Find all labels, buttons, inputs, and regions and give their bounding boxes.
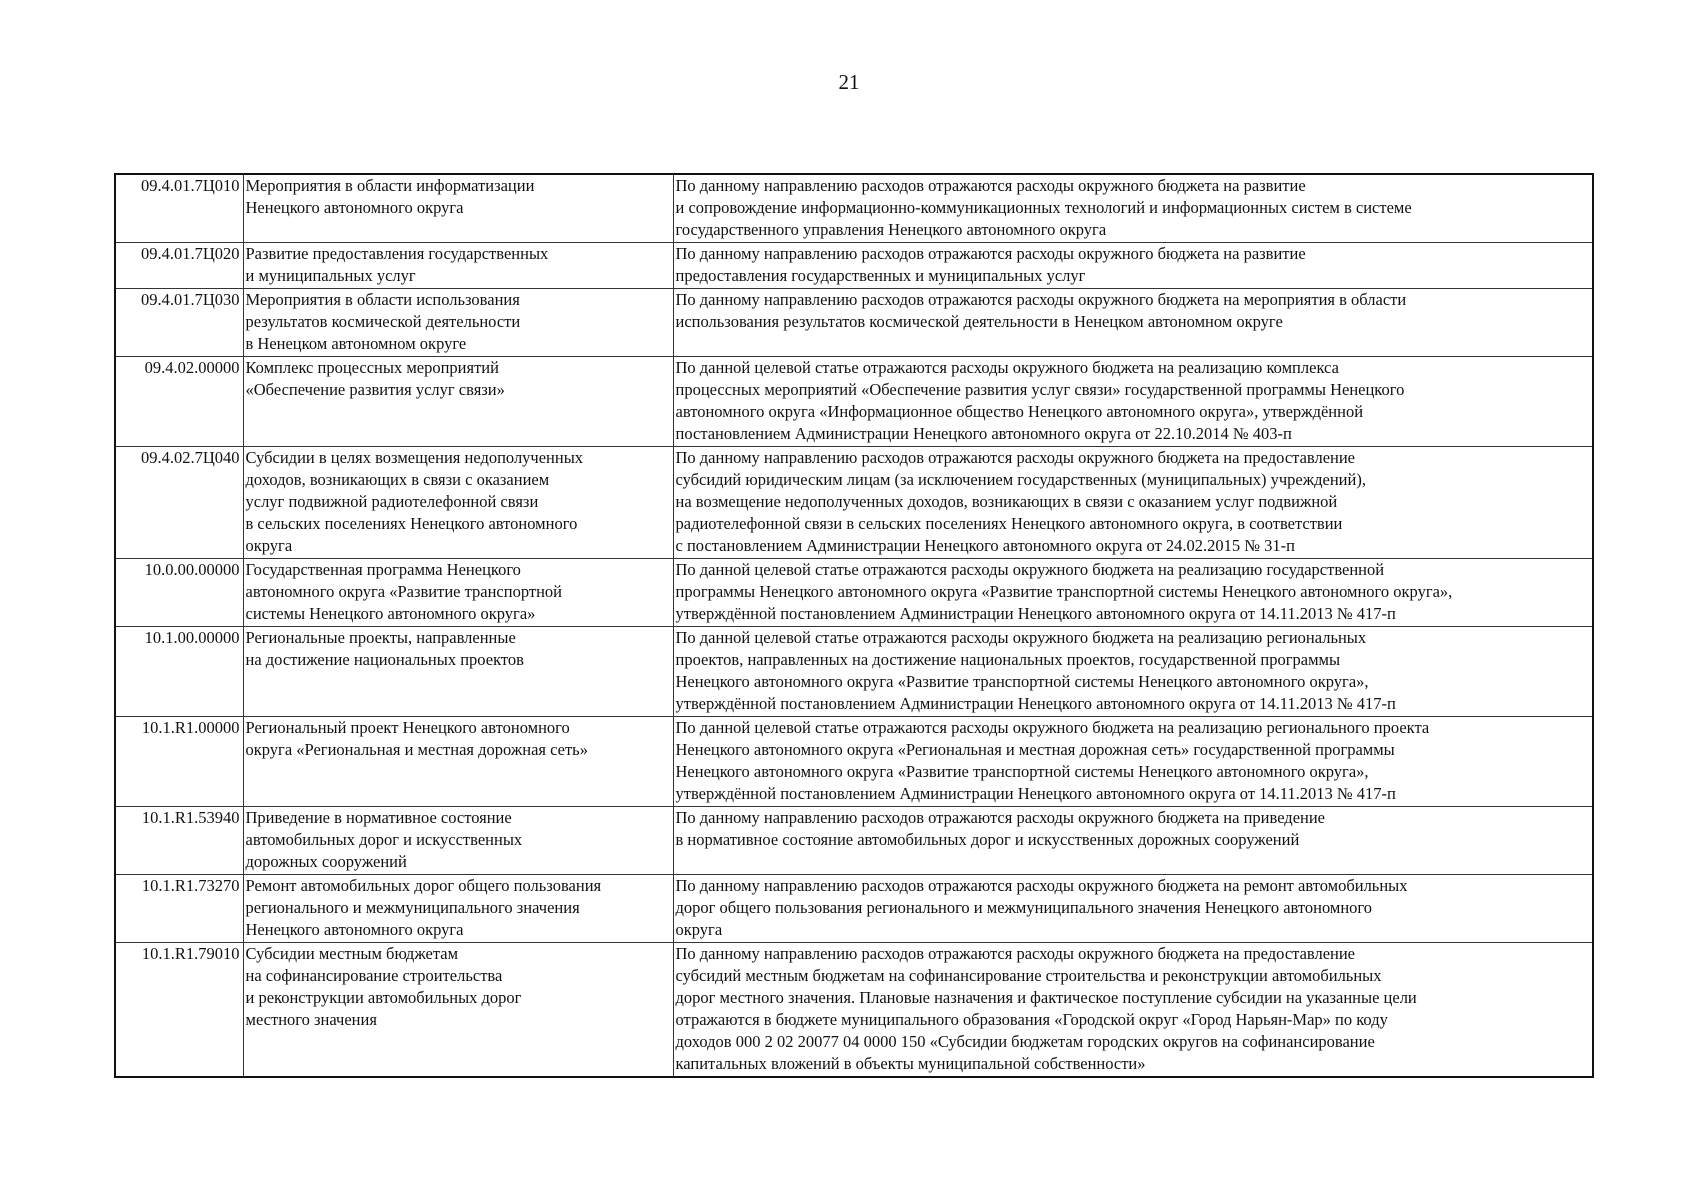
target-article-description: По данному направлению расходов отражаются расходы окружного бюджета на предоставление субсидий юридическим лицам (за исключением государственных (муниципальных) учреждений), на возмещение недополученных доходов, возникающих в связи с оказанием услуг подвижной радиотелефонной связи в сельских поселениях Ненецкого автономного округа, в соответствии с постановлением Администрации Ненецкого автономного округа от 24.02.2015 № 31-п [673, 447, 1593, 559]
target-article-name: Приведение в нормативное состояние автомобильных дорог и искусственных дорожных сооружений [243, 807, 673, 875]
target-article-name: Развитие предоставления государственных и муниципальных услуг [243, 243, 673, 289]
target-article-description: По данной целевой статье отражаются расходы окружного бюджета на реализацию комплекса процессных мероприятий «Обеспечение развития услуг связи» государственной программы Ненецкого автономного округа «Информационное общество Ненецкого автономного округа», утверждённой постановлением Администрации Ненецкого автономного округа от 22.10.2014 № 403-п [673, 357, 1593, 447]
target-article-description: По данному направлению расходов отражаются расходы окружного бюджета на мероприятия в области использования результатов космической деятельности в Ненецком автономном округе [673, 289, 1593, 357]
target-article-name: Комплекс процессных мероприятий «Обеспечение развития услуг связи» [243, 357, 673, 447]
target-article-name: Мероприятия в области использования результатов космической деятельности в Ненецком автономном округе [243, 289, 673, 357]
table-row [115, 807, 1593, 875]
target-article-description: По данному направлению расходов отражаются расходы окружного бюджета на ремонт автомобильных дорог общего пользования регионального и межмуниципального значения Ненецкого автономного округа [673, 875, 1593, 943]
target-article-description: По данному направлению расходов отражаются расходы окружного бюджета на развитие предоставления государственных и муниципальных услуг [673, 243, 1593, 289]
target-article-name: Субсидии в целях возмещения недополученных доходов, возникающих в связи с оказанием услуг подвижной радиотелефонной связи в сельских поселениях Ненецкого автономного округа [243, 447, 673, 559]
target-article-code: 10.1.R1.79010 [115, 943, 243, 1078]
target-article-name: Ремонт автомобильных дорог общего пользования регионального и межмуниципального значения Ненецкого автономного округа [243, 875, 673, 943]
target-article-code: 09.4.02.00000 [115, 357, 243, 447]
target-article-code: 10.1.R1.73270 [115, 875, 243, 943]
target-article-code: 09.4.01.7Ц020 [115, 243, 243, 289]
target-article-name: Государственная программа Ненецкого автономного округа «Развитие транспортной системы Ненецкого автономного округа» [243, 559, 673, 627]
target-article-description: По данной целевой статье отражаются расходы окружного бюджета на реализацию государственной программы Ненецкого автономного округа «Развитие транспортной системы Ненецкого автономного округа», утверждённой постановлением Администрации Ненецкого автономного округа от 14.11.2013 № 417-п [673, 559, 1593, 627]
target-article-description: По данному направлению расходов отражаются расходы окружного бюджета на развитие и сопровождение информационно-коммуникационных технологий и информационных систем в системе государственного управления Ненецкого автономного округа [673, 174, 1593, 243]
target-article-code: 09.4.02.7Ц040 [115, 447, 243, 559]
target-article-code: 09.4.01.7Ц010 [115, 174, 243, 243]
target-article-name: Субсидии местным бюджетам на софинансирование строительства и реконструкции автомобильных дорог местного значения [243, 943, 673, 1078]
target-article-code: 10.0.00.00000 [115, 559, 243, 627]
target-article-name: Региональные проекты, направленные на достижение национальных проектов [243, 627, 673, 717]
table-row [115, 289, 1593, 357]
table-row [115, 943, 1593, 1078]
target-article-description: По данному направлению расходов отражаются расходы окружного бюджета на приведение в нормативное состояние автомобильных дорог и искусственных дорожных сооружений [673, 807, 1593, 875]
target-article-name: Мероприятия в области информатизации Ненецкого автономного округа [243, 174, 673, 243]
table-row [115, 447, 1593, 559]
target-article-description: По данному направлению расходов отражаются расходы окружного бюджета на предоставление субсидий местным бюджетам на софинансирование строительства и реконструкции автомобильных дорог местного значения. Плановые назначения и фактическое поступление субсидии на указанные цели отражаются в бюджете муниципального образования «Городской округ «Город Нарьян-Мар» по коду доходов 000 2 02 20077 04 0000 150 «Субсидии бюджетам городских округов на софинансирование капитальных вложений в объекты муниципальной собственности» [673, 943, 1593, 1078]
table-row [115, 627, 1593, 717]
budget-classification-table [114, 173, 1594, 1078]
table-row [115, 559, 1593, 627]
table-row [115, 357, 1593, 447]
target-article-description: По данной целевой статье отражаются расходы окружного бюджета на реализацию регионального проекта Ненецкого автономного округа «Региональная и местная дорожная сеть» государственной программы Ненецкого автономного округа «Развитие транспортной системы Ненецкого автономного округа», утверждённой постановлением Администрации Ненецкого автономного округа от 14.11.2013 № 417-п [673, 717, 1593, 807]
target-article-code: 10.1.R1.00000 [115, 717, 243, 807]
page-number: 21 [838, 70, 860, 94]
target-article-code: 09.4.01.7Ц030 [115, 289, 243, 357]
target-article-name: Региональный проект Ненецкого автономного округа «Региональная и местная дорожная сеть» [243, 717, 673, 807]
table-row [115, 243, 1593, 289]
target-article-description: По данной целевой статье отражаются расходы окружного бюджета на реализацию региональных проектов, направленных на достижение национальных проектов, государственной программы Ненецкого автономного округа «Развитие транспортной системы Ненецкого автономного округа», утверждённой постановлением Администрации Ненецкого автономного округа от 14.11.2013 № 417-п [673, 627, 1593, 717]
target-article-code: 10.1.R1.53940 [115, 807, 243, 875]
target-article-code: 10.1.00.00000 [115, 627, 243, 717]
table-row [115, 875, 1593, 943]
table-row [115, 174, 1593, 243]
table-row [115, 717, 1593, 807]
